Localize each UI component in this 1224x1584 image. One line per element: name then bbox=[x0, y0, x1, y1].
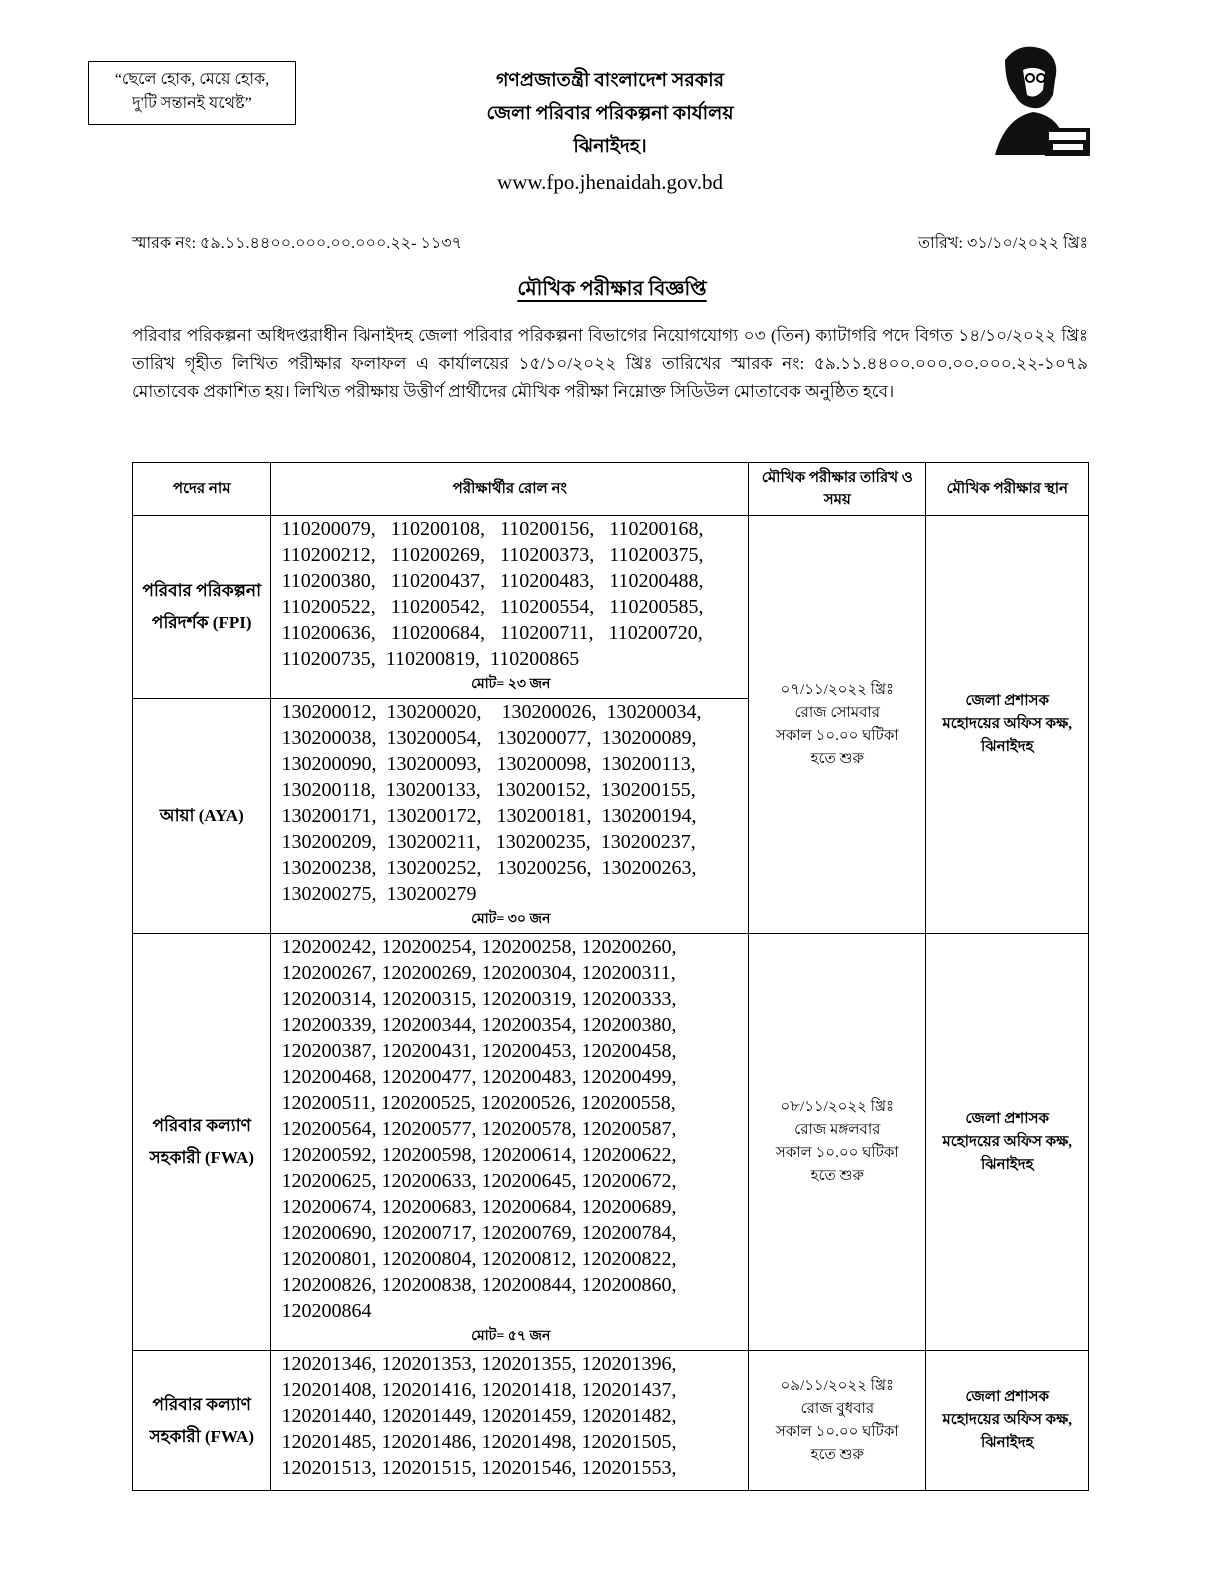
roll-number-line: 110200522, 110200542, 110200554, 110200585, bbox=[281, 596, 704, 618]
mujib-100-logo bbox=[975, 40, 1095, 160]
date-line: হতে শুরু bbox=[810, 1168, 864, 1184]
roll-number-line: 130200118, 130200133, 130200152, 130200155, bbox=[281, 779, 696, 801]
notice-title-text: মৌখিক পরীক্ষার বিজ্ঞপ্তি bbox=[517, 278, 707, 300]
venue-line: মহোদয়ের অফিস কক্ষ, bbox=[942, 1133, 1073, 1150]
date-line: রোজ মঙ্গলবার bbox=[794, 1122, 881, 1138]
roll-cell bbox=[271, 934, 749, 1351]
table-row bbox=[133, 934, 1089, 1351]
office-name: জেলা পরিবার পরিকল্পনা কার্যালয় bbox=[486, 103, 734, 124]
roll-number-line: 120200864 bbox=[281, 1300, 372, 1322]
letterhead bbox=[380, 64, 840, 199]
roll-number-line: 120200339, 120200344, 120200354, 120200380, bbox=[281, 1014, 677, 1036]
roll-number-line: 120200674, 120200683, 120200684, 120200689, bbox=[281, 1196, 677, 1218]
venue-line: ঝিনাইদহ bbox=[980, 739, 1034, 755]
roll-number-line: 120201440, 120201449, 120201459, 120201482, bbox=[281, 1405, 677, 1427]
roll-number-line: 110200636, 110200684, 110200711, 110200720, bbox=[281, 622, 703, 644]
notice-title bbox=[0, 274, 1224, 307]
post-name-line: পরিবার কল্যাণ bbox=[152, 1116, 251, 1135]
venue-line: জেলা প্রশাসক bbox=[965, 693, 1050, 709]
date-line: ০৮/১১/২০২২ খ্রিঃ bbox=[780, 1099, 895, 1115]
roll-number-line: 120200511, 120200525, 120200526, 120200558, bbox=[281, 1092, 676, 1114]
venue-line: মহোদয়ের অফিস কক্ষ, bbox=[942, 1412, 1073, 1428]
venue-line: মহোদয়ের অফিস কক্ষ, bbox=[942, 716, 1073, 732]
roll-number-line: 120201346, 120201353, 120201355, 120201396, bbox=[281, 1353, 677, 1375]
roll-number-line: 120200801, 120200804, 120200812, 120200822, bbox=[281, 1248, 677, 1270]
post-cell bbox=[133, 1351, 271, 1491]
roll-cell bbox=[271, 516, 749, 699]
roll-number-line: 120201408, 120201416, 120201418, 120201437, bbox=[281, 1379, 677, 1401]
date-line: সকাল ১০.০০ ঘটিকা bbox=[775, 727, 899, 744]
total-count: মোট= ২৩ জন bbox=[471, 677, 551, 692]
post-cell bbox=[133, 699, 271, 934]
post-cell bbox=[133, 516, 271, 699]
date-cell bbox=[749, 1351, 926, 1491]
post-name-line: পরিদর্শক (FPI) bbox=[151, 613, 252, 632]
post-name-line: সহকারী (FWA) bbox=[149, 1426, 254, 1446]
venue-cell bbox=[926, 1351, 1089, 1491]
date-line: ০৯/১১/২০২২ খ্রিঃ bbox=[780, 1377, 895, 1394]
govt-name: গণপ্রজাতন্ত্রী বাংলাদেশ সরকার bbox=[495, 70, 725, 91]
total-count: মোট= ৩০ জন bbox=[471, 912, 551, 927]
roll-number-line: 110200079, 110200108, 110200156, 110200168, bbox=[281, 518, 704, 540]
roll-number-line: 130200090, 130200093, 130200098, 130200113, bbox=[281, 753, 696, 775]
table-row bbox=[133, 1351, 1089, 1491]
roll-number-line: 110200212, 110200269, 110200373, 110200375, bbox=[281, 544, 704, 566]
date-line: সকাল ১০.০০ ঘটিকা bbox=[775, 1145, 899, 1161]
roll-number-line: 130200209, 130200211, 130200235, 130200237, bbox=[281, 831, 696, 853]
roll-number-line: 120200826, 120200838, 120200844, 120200860, bbox=[281, 1274, 677, 1296]
roll-number-line: 110200380, 110200437, 110200483, 110200488, bbox=[281, 570, 704, 592]
roll-number-line: 120200592, 120200598, 120200614, 120200622, bbox=[281, 1144, 677, 1166]
date-line: হতে শুরু bbox=[810, 1446, 864, 1463]
roll-cell bbox=[271, 1351, 749, 1491]
roll-number-line: 120201513, 120201515, 120201546, 120201553, bbox=[281, 1457, 677, 1479]
header-roll: পরীক্ষার্থীর রোল নং bbox=[271, 463, 749, 516]
website-link[interactable]: www.fpo.jhenaidah.gov.bd bbox=[497, 170, 723, 194]
venue-cell bbox=[926, 934, 1089, 1351]
roll-number-line: 120200625, 120200633, 120200645, 120200672, bbox=[281, 1170, 677, 1192]
total-count: মোট= ৫৭ জন bbox=[471, 1329, 551, 1344]
office-location: ঝিনাইদহ। bbox=[573, 136, 647, 157]
issue-date: তারিখ: ৩১/১০/২০২২ খ্রিঃ bbox=[917, 235, 1088, 252]
post-name-line: পরিবার পরিকল্পনা bbox=[142, 581, 262, 600]
date-line: রোজ বুধবার bbox=[800, 1400, 875, 1417]
date-line: হতে শুরু bbox=[810, 750, 864, 767]
header-post: পদের নাম bbox=[133, 463, 271, 516]
date-line: রোজ সোমবার bbox=[794, 704, 881, 721]
venue-line: জেলা প্রশাসক bbox=[965, 1110, 1050, 1127]
venue-cell bbox=[926, 516, 1089, 934]
header-date: মৌখিক পরীক্ষার তারিখ ও সময় bbox=[749, 463, 926, 516]
slogan-line: দু'টি সন্তানই যথেষ্ট” bbox=[132, 95, 252, 112]
roll-number-line: 120200468, 120200477, 120200483, 120200499, bbox=[281, 1066, 677, 1088]
slogan-line: “ছেলে হোক, মেয়ে হোক, bbox=[114, 71, 270, 88]
date-line: ০৭/১১/২০২২ খ্রিঃ bbox=[780, 681, 895, 698]
date-line: সকাল ১০.০০ ঘটিকা bbox=[775, 1423, 899, 1440]
roll-number-line: 130200275, 130200279 bbox=[281, 883, 477, 905]
roll-number-line: 120200690, 120200717, 120200769, 120200784, bbox=[281, 1222, 677, 1244]
notice-paragraph: পরিবার পরিকল্পনা অধিদপ্তরাধীন ঝিনাইদহ জেলা পরিবার পরিকল্পনা বিভাগের নিয়োগযোগ্য ০৩ (তিন) ক্যাটাগরি পদে বিগত ১৪/১০/২০২২ খ্রিঃ তারিখ গৃহীত লিখিত পরীক্ষার ফলাফল এ কার্যালয়ের ১৫/১০/২০২২ খ্রিঃ তারিখের স্মারক নং: ৫৯.১১.৪৪০০.০০০.০০.০০০.২২-১০৭৯ মোতাবেক প্রকাশিত হয়। লিখিত পরীক্ষায় উত্তীর্ণ প্রার্থীদের মৌখিক পরীক্ষা নিম্নোক্ত সিডিউল মোতাবেক অনুষ্ঠিত হবে। bbox=[132, 326, 1088, 401]
venue-line: ঝিনাইদহ bbox=[980, 1156, 1034, 1173]
slogan-box bbox=[88, 61, 296, 125]
venue-line: জেলা প্রশাসক bbox=[965, 1389, 1050, 1405]
date-cell bbox=[749, 516, 926, 934]
roll-number-line: 120200387, 120200431, 120200453, 120200458, bbox=[281, 1040, 677, 1062]
roll-number-line: 130200238, 130200252, 130200256, 130200263, bbox=[281, 857, 697, 879]
date-cell bbox=[749, 934, 926, 1351]
roll-number-line: 120200314, 120200315, 120200319, 120200333, bbox=[281, 988, 677, 1010]
roll-number-line: 110200735, 110200819, 110200865 bbox=[281, 648, 580, 670]
post-name-line: আয়া (AYA) bbox=[159, 806, 244, 825]
post-name-line: পরিবার কল্যাণ bbox=[152, 1394, 251, 1414]
roll-number-line: 130200171, 130200172, 130200181, 130200194, bbox=[281, 805, 697, 827]
roll-number-line: 120200242, 120200254, 120200258, 120200260, bbox=[281, 936, 677, 958]
header-venue: মৌখিক পরীক্ষার স্থান bbox=[926, 463, 1089, 516]
roll-number-line: 130200038, 130200054, 130200077, 130200089, bbox=[281, 727, 697, 749]
schedule-table bbox=[132, 462, 1089, 1491]
memo-number: স্মারক নং: ৫৯.১১.৪৪০০.০০০.০০.০০০.২২- ১১৩৭ bbox=[132, 235, 463, 252]
post-cell bbox=[133, 934, 271, 1351]
post-name-line: সহকারী (FWA) bbox=[149, 1148, 254, 1167]
table-header-row bbox=[133, 463, 1089, 516]
roll-number-line: 120201485, 120201486, 120201498, 120201505, bbox=[281, 1431, 677, 1453]
roll-number-line: 120200564, 120200577, 120200578, 120200587, bbox=[281, 1118, 677, 1140]
venue-line: ঝিনাইদহ bbox=[980, 1435, 1034, 1451]
table-row bbox=[133, 516, 1089, 699]
roll-number-line: 120200267, 120200269, 120200304, 120200311, bbox=[281, 962, 676, 984]
roll-number-line: 130200012, 130200020, 130200026, 130200034, bbox=[281, 701, 702, 723]
roll-cell bbox=[271, 699, 749, 934]
